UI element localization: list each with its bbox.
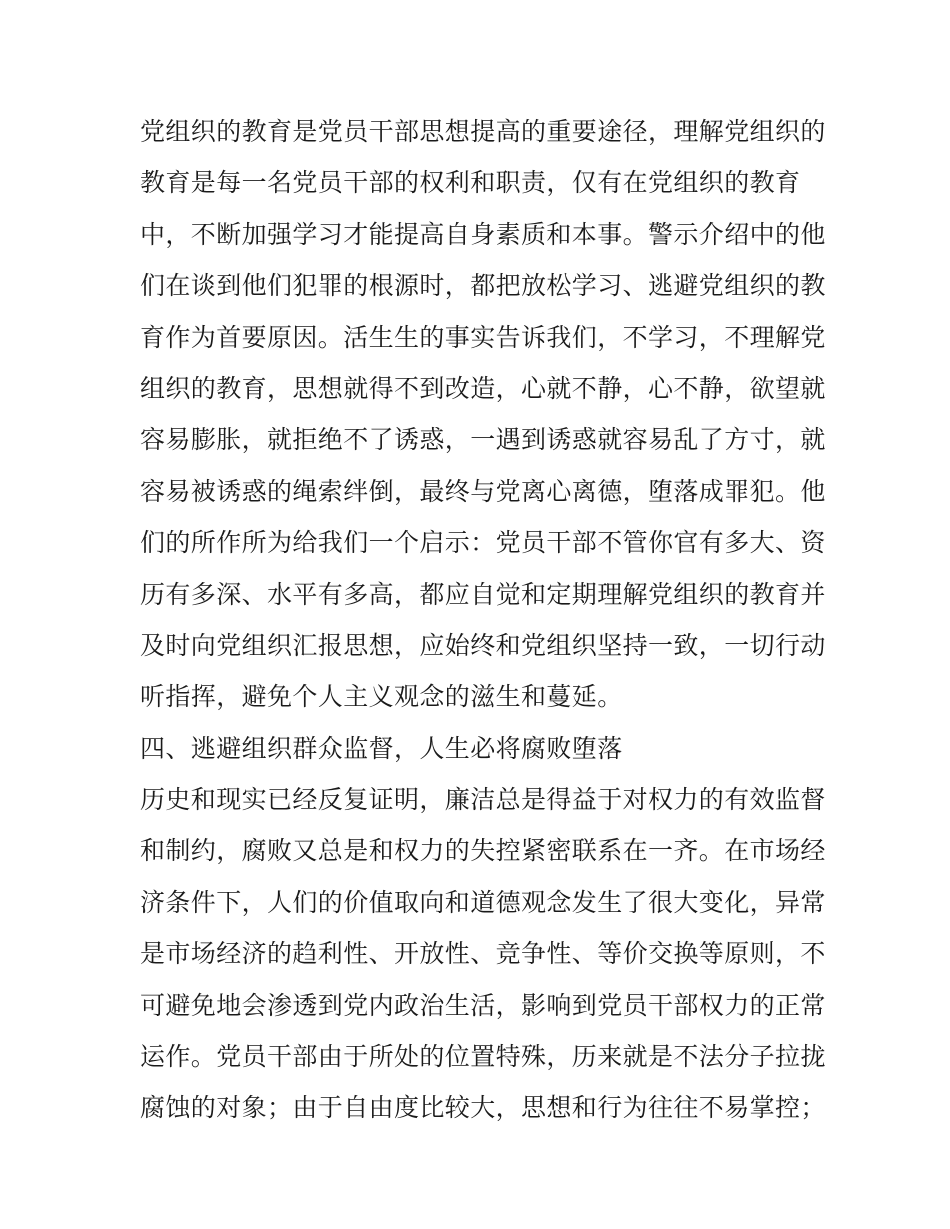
text-line: 运作。党员干部由于所处的位置特殊，历来就是不法分子拉拢 [140,1042,826,1072]
text-line: 们的所作所为给我们一个启示：党员干部不管你官有多大、资 [140,528,826,558]
section-heading: 四、逃避组织群众监督，人生必将腐败堕落 [140,733,623,763]
text-line: 容易被诱惑的绳索绊倒，最终与党离心离德，堕落成罪犯。他 [140,476,826,506]
text-line: 济条件下，人们的价值取向和道德观念发生了很大变化，异常 [140,887,826,917]
text-line: 和制约，腐败又总是和权力的失控紧密联系在一齐。在市场经 [140,836,826,866]
document-body [140,106,826,1134]
text-line: 中，不断加强学习才能提高自身素质和本事。警示介绍中的他 [140,219,826,249]
text-line: 教育是每一名党员干部的权利和职责，仅有在党组织的教育 [140,168,801,198]
paragraph-supervision [140,774,826,1134]
text-line: 党组织的教育是党员干部思想提高的重要途径，理解党组织的 [140,117,826,146]
text-line: 可避免地会渗透到党内政治生活，影响到党员干部权力的正常 [140,990,826,1020]
text-line: 组织的教育，思想就得不到改造，心就不静，心不静，欲望就 [140,373,826,403]
text-line: 听指挥，避免个人主义观念的滋生和蔓延。 [140,682,623,712]
text-line: 历有多深、水平有多高，都应自觉和定期理解党组织的教育并 [140,579,826,609]
text-line: 容易膨胀，就拒绝不了诱惑，一遇到诱惑就容易乱了方寸，就 [140,425,826,455]
text-line: 育作为首要原因。活生生的事实告诉我们，不学习，不理解党 [140,322,826,352]
text-line: 及时向党组织汇报思想，应始终和党组织坚持一致，一切行动 [140,630,826,660]
text-line: 腐蚀的对象；由于自由度比较大，思想和行为往往不易掌控； [140,1093,826,1123]
text-line: 是市场经济的趋利性、开放性、竞争性、等价交换等原则，不 [140,939,826,969]
text-line: 历史和现实已经反复证明，廉洁总是得益于对权力的有效监督 [140,785,826,815]
text-line: 们在谈到他们犯罪的根源时，都把放松学习、逃避党组织的教 [140,271,826,301]
paragraph-education [140,106,826,723]
